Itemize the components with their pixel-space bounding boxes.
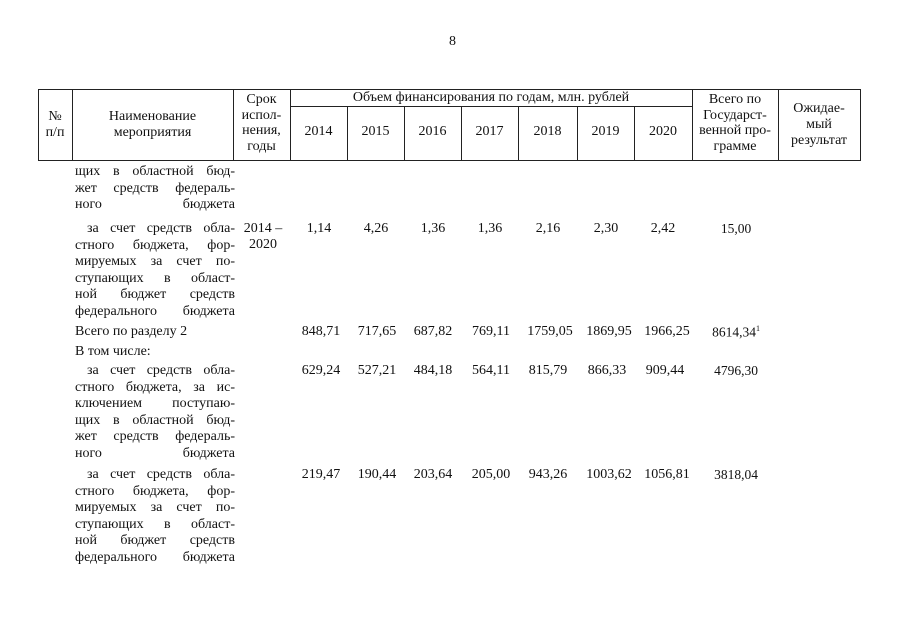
row-value: 687,82 <box>413 324 453 339</box>
row-value: 2,42 <box>650 221 676 236</box>
header-term: Срок испол- нения, годы <box>241 92 282 154</box>
header-result: Ожидае- мый результат <box>790 101 848 148</box>
row-name: за счет средств обла- стного бюджета, фор- мируемых за счет по- ступающих в област- ной бюджет средств федерального бюджета <box>75 221 235 319</box>
row-value: 909,44 <box>645 363 685 378</box>
row-total: 15,00 <box>720 221 752 236</box>
header-year: 2015 <box>361 124 390 139</box>
row-value: 1003,62 <box>586 467 632 482</box>
header-divider <box>860 89 861 161</box>
row-value: 848,71 <box>301 324 341 339</box>
row-value: 203,64 <box>413 467 453 482</box>
header-year: 2018 <box>533 124 562 139</box>
row-total: 3818,04 <box>714 467 758 482</box>
row-value: 2,16 <box>535 221 561 236</box>
row-value: 190,44 <box>357 467 397 482</box>
header-number: № п/п <box>45 109 65 140</box>
row-value: 769,11 <box>472 324 510 339</box>
funding-subheader-border <box>290 106 692 107</box>
header-year: 2019 <box>591 124 620 139</box>
header-total: Всего по Государст- венной про- грамме <box>699 92 771 154</box>
row-name: щих в областной бюд- жет средств федераль- ного бюджета <box>75 164 235 212</box>
row-value: 219,47 <box>301 467 341 482</box>
row-value: 1,36 <box>420 221 446 236</box>
row-value: 1759,05 <box>527 324 573 339</box>
row-value: 564,11 <box>472 363 510 378</box>
section-total-label: Всего по разделу 2 <box>75 324 188 339</box>
row-value: 866,33 <box>587 363 627 378</box>
row-total: 4796,30 <box>714 363 758 378</box>
row-value: 2,30 <box>593 221 619 236</box>
row-value: 629,24 <box>301 363 341 378</box>
row-value: 1056,81 <box>644 467 690 482</box>
row-value: 1,36 <box>477 221 503 236</box>
header-year: 2020 <box>649 124 677 139</box>
header-year: 2017 <box>475 124 504 139</box>
header-bottom-border <box>38 160 860 161</box>
row-value: 943,26 <box>528 467 568 482</box>
subtotal-label: В том числе: <box>75 344 151 359</box>
header-year: 2016 <box>418 124 447 139</box>
row-name: за счет средств обла- стного бюджета, за ис- ключением поступаю- щих в областной бюд- жет средств федераль- ного бюджета <box>75 363 235 461</box>
row-value: 205,00 <box>471 467 511 482</box>
footnote-marker: 1 <box>755 324 760 333</box>
header-year: 2014 <box>304 124 333 139</box>
row-value: 1966,25 <box>644 324 690 339</box>
row-term: 2014 – 2020 <box>243 221 283 252</box>
row-value: 484,18 <box>413 363 453 378</box>
row-value: 717,65 <box>357 324 397 339</box>
header-name: Наименование мероприятия <box>108 109 197 140</box>
row-value: 1,14 <box>306 221 332 236</box>
header-funding: Объем финансирования по годам, млн. рублей <box>352 90 630 105</box>
row-value: 527,21 <box>357 363 397 378</box>
row-value: 1869,95 <box>586 324 632 339</box>
row-value: 4,26 <box>363 221 389 236</box>
row-name: за счет средств обла- стного бюджета, фор- мируемых за счет по- ступающих в област- ной бюджет средств федерального бюджета <box>75 467 235 565</box>
row-total: 8614,34$^1$ <box>712 324 760 340</box>
row-value: 815,79 <box>528 363 568 378</box>
page-number: 8 <box>449 34 456 49</box>
